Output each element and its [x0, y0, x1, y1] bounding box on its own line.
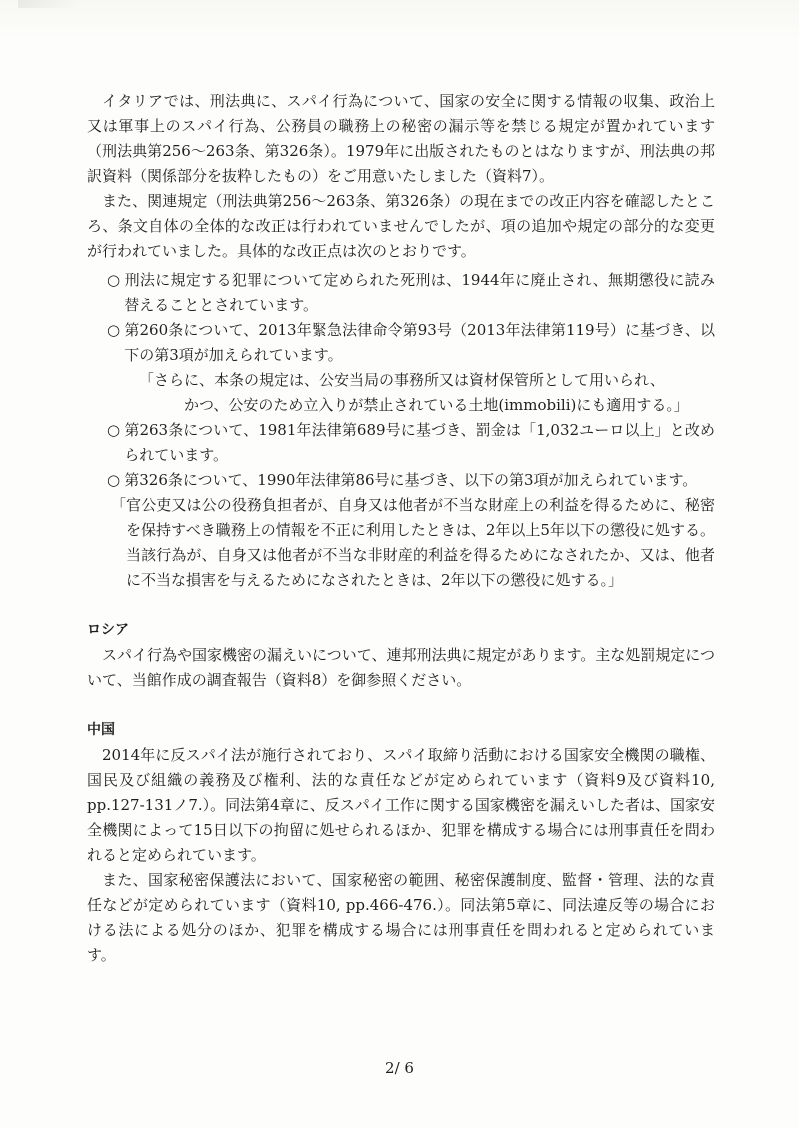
- russia-paragraph-1: スパイ行為や国家機密の漏えいについて、連邦刑法典に規定があります。主な処罰規定について、当館作成の調査報告（資料8）を御参照ください。: [87, 646, 715, 689]
- amendment-item-article-326: [107, 468, 715, 493]
- bullet-circle-icon: ○: [107, 271, 121, 289]
- amendment-text: 第263条について、1981年法律第689号に基づき、罰金は「1,032ユーロ以上」と改められています。: [124, 421, 715, 464]
- quote-line: 「さらに、本条の規定は、公安当局の事務所又は資材保管所として用いられ、: [139, 371, 665, 389]
- section-italy: [87, 89, 715, 593]
- section-china: [87, 718, 715, 968]
- bullet-circle-icon: ○: [107, 321, 121, 339]
- amendment-text: 第326条について、1990年法律第86号に基づき、以下の第3項が加えられています。: [124, 471, 698, 489]
- amendment-text: 刑法に規定する犯罪について定められた死刑は、1944年に廃止され、無期懲役に読み替えることとされています。: [124, 271, 715, 314]
- bullet-circle-icon: ○: [107, 471, 121, 489]
- china-paragraph-1: 2014年に反スパイ法が施行されており、スパイ取締り活動における国家安全機関の職権、国民及び組織の義務及び権利、法的な責任などが定められています（資料9及び資料10, pp.127-131ノ7.）。同法第4章に、反スパイ工作に関する国家機密を漏えいした者は、国家安全機関によって15日以下の拘留に処せられるほか、犯罪を構成する場合には刑事責任を問われると定められています。: [87, 746, 715, 864]
- amendment-item-death-penalty: [107, 268, 715, 318]
- page-number: 2/ 6: [385, 1059, 414, 1077]
- quoted-provision-article-260: [139, 368, 715, 418]
- quoted-provision-article-326: 「官公吏又は公の役務負担者が、自身又は他者が不当な財産上の利益を得るために、秘密を保持すべき職務上の情報を不正に利用したときは、2年以上5年以下の懲役に処する。当該行為が、自身又は他者が不当な非財産的利益を得るためになされたか、又は、他者に不当な損害を与えるためになされたときは、2年以下の懲役に処する。」: [111, 496, 715, 589]
- scan-artifact: [18, 0, 78, 8]
- document-body: [87, 89, 715, 968]
- section-heading-china: 中国: [87, 722, 115, 738]
- amendment-item-article-263: [107, 418, 715, 468]
- amendment-item-article-260: [107, 318, 715, 368]
- section-heading-russia: ロシア: [87, 622, 129, 638]
- amendment-text: 第260条について、2013年緊急法律命令第93号（2013年法律第119号）に基づき、以下の第3項が加えられています。: [124, 321, 715, 364]
- china-paragraph-2: また、国家秘密保護法において、国家秘密の範囲、秘密保護制度、監督・管理、法的な責任などが定められています（資料10, pp.466-476.）。同法第5章に、同法違反等の場合における法による処分のほか、犯罪を構成する場合には刑事責任を問われると定められています。: [87, 871, 715, 964]
- section-spacer: [87, 693, 715, 718]
- section-spacer: [87, 593, 715, 618]
- section-russia: [87, 618, 715, 693]
- bullet-circle-icon: ○: [107, 421, 121, 439]
- italy-paragraph-2: また、関連規定（刑法典第256〜263条、第326条）の現在までの改正内容を確認したところ、条文自体の全体的な改正は行われていませんでしたが、項の追加や規定の部分的な変更が行われていました。具体的な改正点は次のとおりです。: [87, 192, 715, 260]
- italy-paragraph-1: イタリアでは、刑法典に、スパイ行為について、国家の安全に関する情報の収集、政治上又は軍事上のスパイ行為、公務員の職務上の秘密の漏示等を禁じる規定が置かれています（刑法典第256〜263条、第326条）。1979年に出版されたものとはなりますが、刑法典の邦訳資料（関係部分を抜粋したもの）をご用意いたしました（資料7）。: [87, 92, 715, 185]
- quote-line: かつ、公安のため立入りが禁止されている土地(immobili)にも適用する。」: [184, 396, 689, 414]
